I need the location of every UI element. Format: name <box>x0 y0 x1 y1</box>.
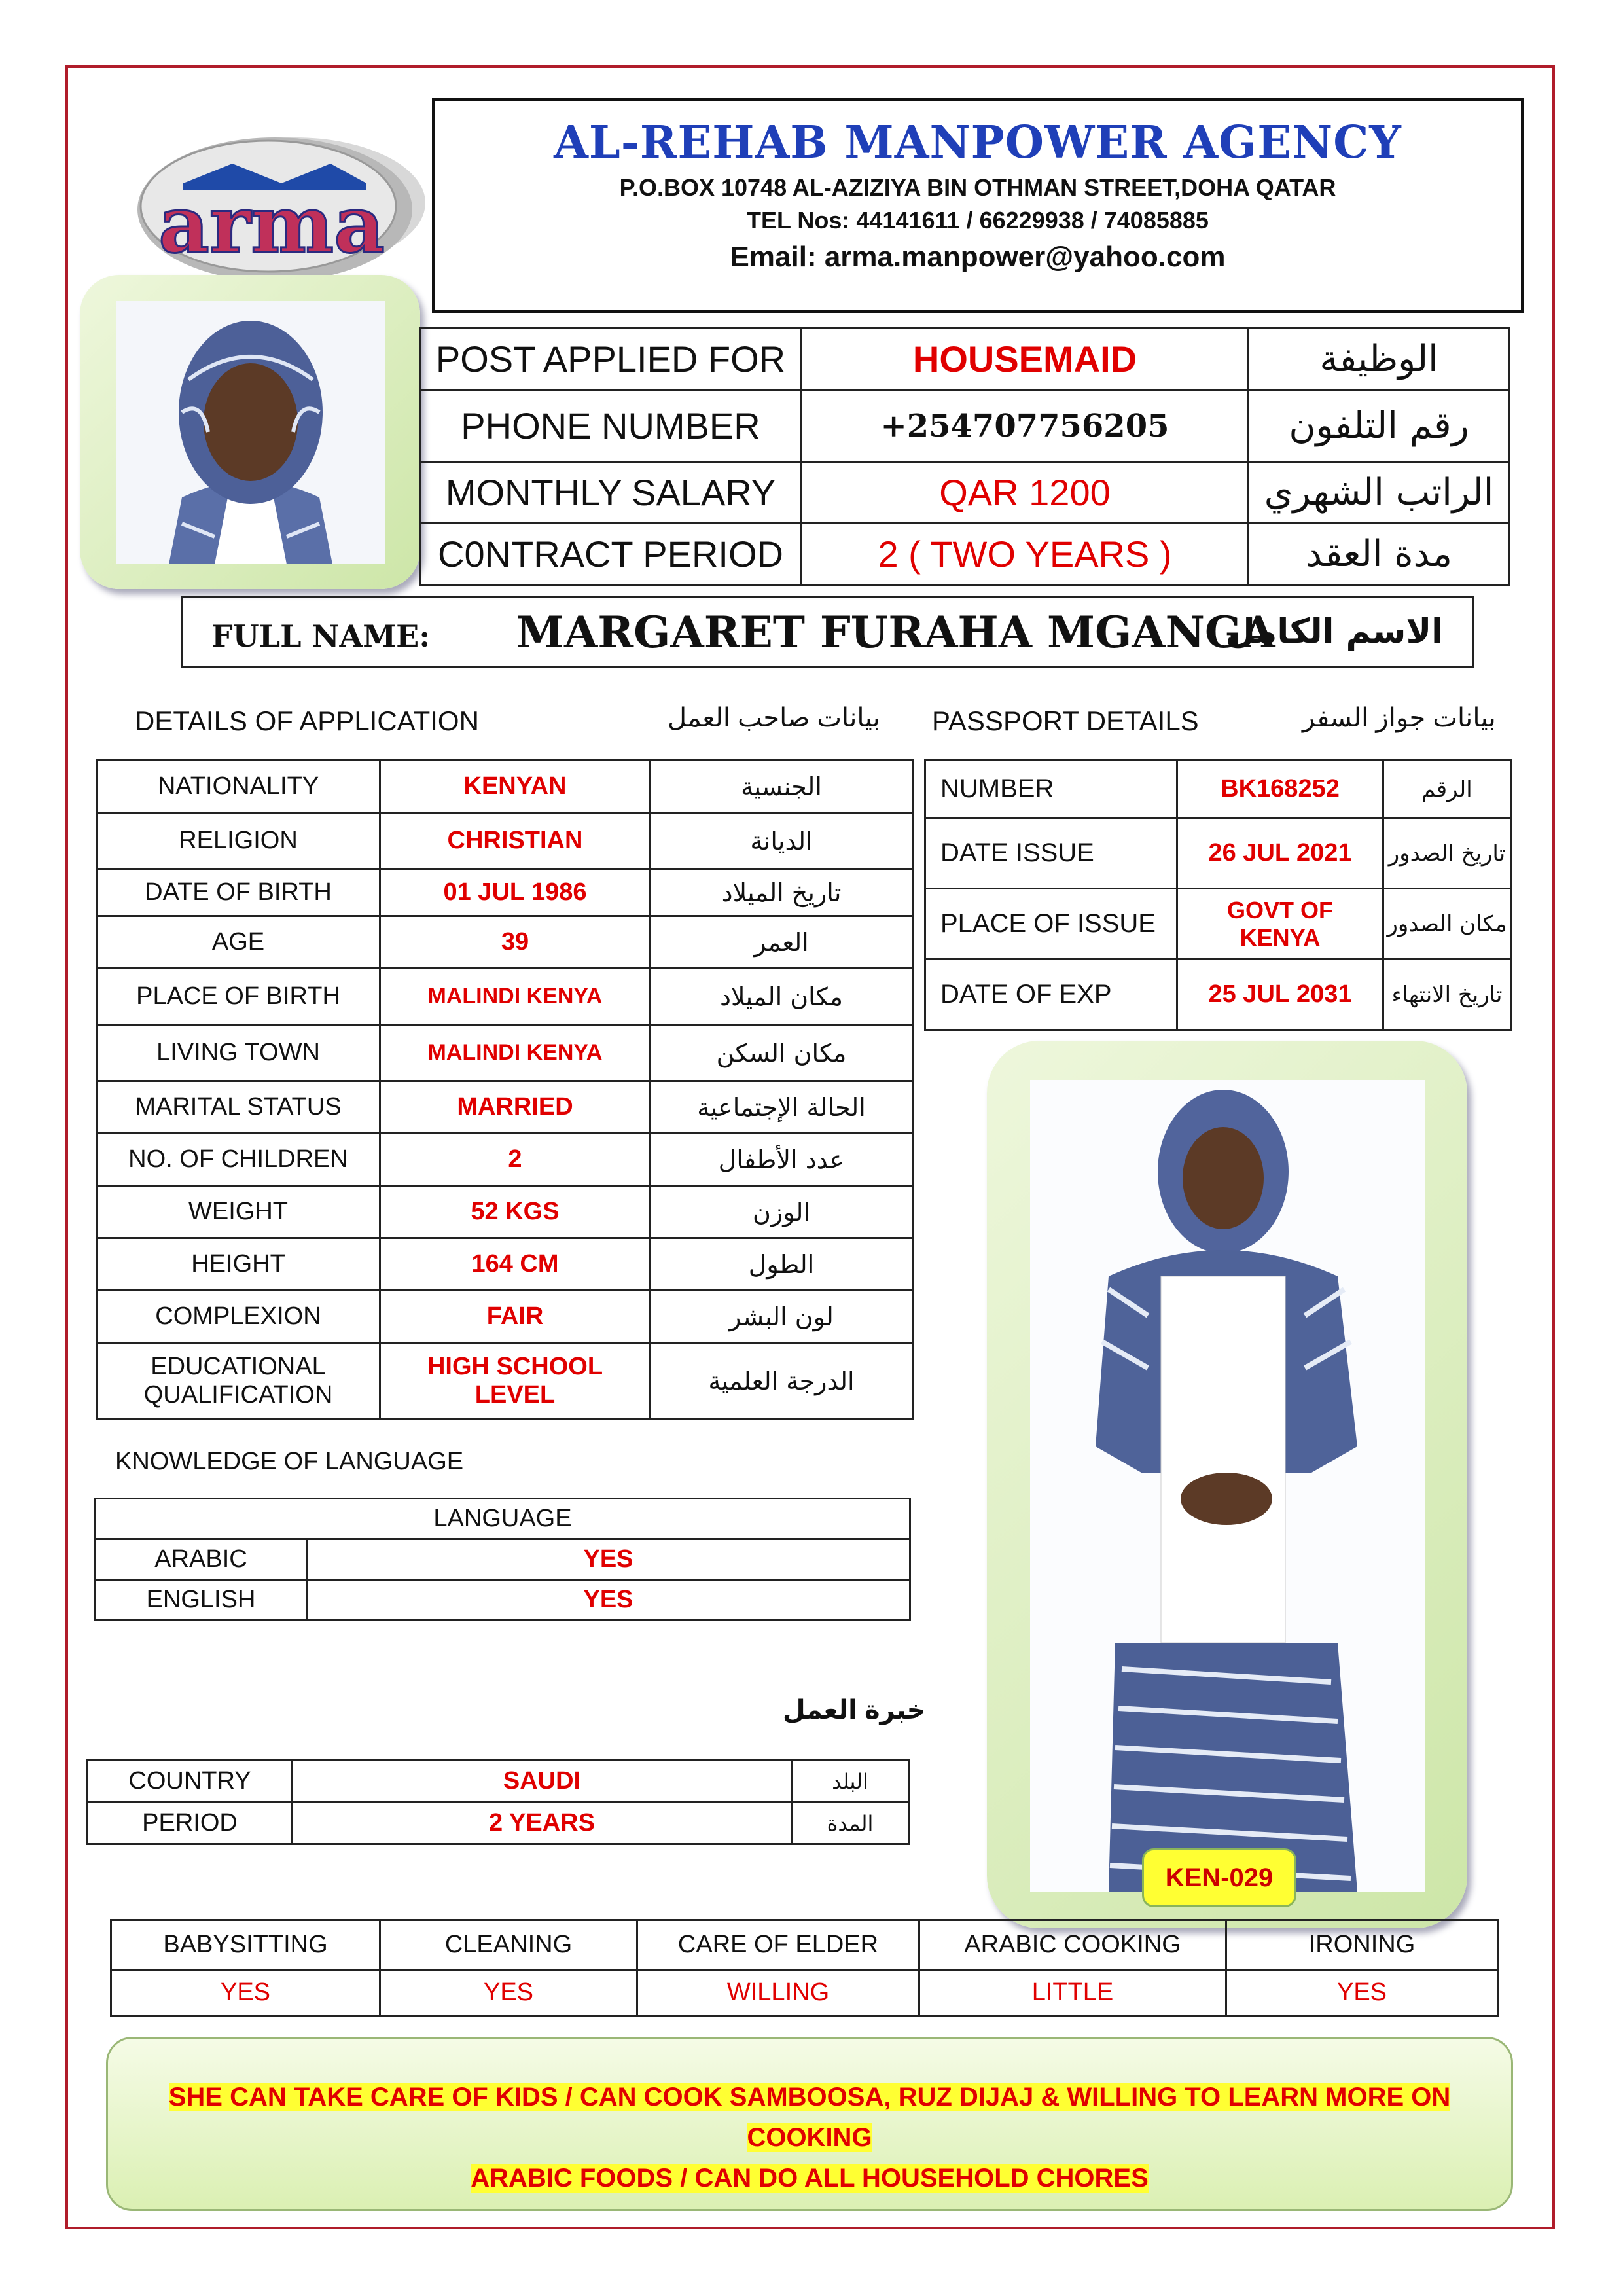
row-label: PERIOD <box>88 1803 293 1844</box>
passport-table <box>924 759 1512 1031</box>
skill-value: WILLING <box>637 1970 919 2016</box>
row-value: GOVT OF KENYA <box>1177 889 1383 960</box>
row-value: 39 <box>380 916 651 969</box>
fullbody-photo <box>1030 1080 1425 1892</box>
passport-row <box>925 761 1511 818</box>
passport-row <box>925 889 1511 960</box>
full-name-label: FULL NAME: <box>211 619 431 654</box>
job-label: C0NTRACT PERIOD <box>420 524 802 585</box>
row-label: COUNTRY <box>88 1761 293 1803</box>
row-value: KENYAN <box>380 761 651 813</box>
row-value: HIGH SCHOOL LEVEL <box>380 1343 651 1419</box>
row-value: MALINDI KENYA <box>380 1025 651 1081</box>
row-value: SAUDI <box>293 1761 792 1803</box>
skill-value: YES <box>1226 1970 1498 2016</box>
row-label-ar: الطول <box>651 1238 913 1291</box>
passport-row <box>925 960 1511 1030</box>
agency-logo <box>118 124 432 295</box>
job-row <box>420 524 1510 585</box>
row-label: NO. OF CHILDREN <box>97 1134 380 1186</box>
agency-tel: TEL Nos: 44141611 / 66229938 / 74085885 <box>747 207 1209 234</box>
row-label-ar: الجنسية <box>651 761 913 813</box>
skills-value-row <box>111 1970 1498 2016</box>
skill-value: YES <box>380 1970 637 2016</box>
job-label-ar: مدة العقد <box>1249 524 1510 585</box>
skill-header: CARE OF ELDER <box>637 1920 919 1970</box>
job-row <box>420 462 1510 524</box>
row-label-ar: البلد <box>792 1761 909 1803</box>
row-value: 2 YEARS <box>293 1803 792 1844</box>
agency-name: AL-REHAB MANPOWER AGENCY <box>554 117 1402 169</box>
experience-row <box>88 1803 909 1844</box>
skill-header: IRONING <box>1226 1920 1498 1970</box>
row-value: BK168252 <box>1177 761 1383 818</box>
row-label: MARITAL STATUS <box>97 1081 380 1134</box>
remarks-line-2: ARABIC FOODS / CAN DO ALL HOUSEHOLD CHORES <box>471 2164 1149 2193</box>
row-label: DATE OF EXP <box>925 960 1177 1030</box>
application-row <box>97 1291 913 1343</box>
logo-text: arma <box>158 179 385 271</box>
application-row <box>97 1238 913 1291</box>
row-value: 2 <box>380 1134 651 1186</box>
row-label-ar: المدة <box>792 1803 909 1844</box>
skill-value: LITTLE <box>919 1970 1226 2016</box>
language-header: LANGUAGE <box>96 1499 910 1539</box>
job-label: MONTHLY SALARY <box>420 462 802 524</box>
fullbody-frame <box>987 1041 1467 1928</box>
row-label: AGE <box>97 916 380 969</box>
reference-code: KEN-029 <box>1142 1848 1296 1907</box>
language-row <box>96 1580 910 1621</box>
full-name-box <box>181 596 1474 668</box>
row-label: ARABIC <box>96 1539 307 1580</box>
row-label-ar: تاريخ الميلاد <box>651 869 913 916</box>
row-value: 25 JUL 2031 <box>1177 960 1383 1030</box>
row-label-ar: لون البشر <box>651 1291 913 1343</box>
job-table <box>419 327 1510 586</box>
job-value: HOUSEMAID <box>802 329 1249 390</box>
row-value: CHRISTIAN <box>380 813 651 869</box>
row-label: DATE ISSUE <box>925 818 1177 889</box>
skill-header: CLEANING <box>380 1920 637 1970</box>
job-row <box>420 390 1510 462</box>
row-value: YES <box>307 1539 910 1580</box>
row-label-ar: تاريخ الانتهاء <box>1383 960 1511 1030</box>
skills-table <box>110 1919 1499 2017</box>
skill-value: YES <box>111 1970 380 2016</box>
experience-title-ar: خبرة العمل <box>783 1696 926 1725</box>
row-label-ar: تاريخ الصدور <box>1383 818 1511 889</box>
experience-table <box>86 1759 910 1845</box>
application-row <box>97 1134 913 1186</box>
remarks-line-1: SHE CAN TAKE CARE OF KIDS / CAN COOK SAMBOOSA, RUZ DIJAJ & WILLING TO LEARN MORE ON COOKING <box>168 2083 1451 2152</box>
application-row <box>97 916 913 969</box>
job-label: POST APPLIED FOR <box>420 329 802 390</box>
experience-row <box>88 1761 909 1803</box>
row-label: RELIGION <box>97 813 380 869</box>
application-table <box>96 759 914 1420</box>
job-row <box>420 329 1510 390</box>
job-label-ar: الراتب الشهري <box>1249 462 1510 524</box>
row-label: EDUCATIONAL QUALIFICATION <box>97 1343 380 1419</box>
row-label-ar: مكان الميلاد <box>651 969 913 1025</box>
job-label-ar: الوظيفة <box>1249 329 1510 390</box>
row-label-ar: الوزن <box>651 1186 913 1238</box>
row-label: PLACE OF BIRTH <box>97 969 380 1025</box>
application-title: DETAILS OF APPLICATION <box>135 706 479 736</box>
row-value: YES <box>307 1580 910 1621</box>
row-value: 01 JUL 1986 <box>380 869 651 916</box>
job-label-ar: رقم التلفون <box>1249 390 1510 462</box>
full-name-label-ar: الاسم الكامل <box>1225 612 1443 651</box>
row-value: 26 JUL 2021 <box>1177 818 1383 889</box>
row-label-ar: الحالة الإجتماعية <box>651 1081 913 1134</box>
headshot-photo <box>116 301 385 564</box>
application-row <box>97 1081 913 1134</box>
remarks-box <box>106 2037 1513 2211</box>
row-label: ENGLISH <box>96 1580 307 1621</box>
application-row <box>97 761 913 813</box>
application-title-ar: بيانات صاحب العمل <box>668 704 880 732</box>
row-label: PLACE OF ISSUE <box>925 889 1177 960</box>
language-table <box>94 1498 911 1621</box>
passport-title-ar: بيانات جواز السفر <box>1302 704 1496 732</box>
row-label-ar: مكان السكن <box>651 1025 913 1081</box>
row-value: 164 CM <box>380 1238 651 1291</box>
row-label-ar: الديانة <box>651 813 913 869</box>
row-value: MARRIED <box>380 1081 651 1134</box>
row-label: WEIGHT <box>97 1186 380 1238</box>
job-label: PHONE NUMBER <box>420 390 802 462</box>
application-row <box>97 813 913 869</box>
skill-header: BABYSITTING <box>111 1920 380 1970</box>
application-row <box>97 969 913 1025</box>
row-label: COMPLEXION <box>97 1291 380 1343</box>
application-row <box>97 1186 913 1238</box>
row-label-ar: الرقم <box>1383 761 1511 818</box>
headshot-frame <box>80 275 420 589</box>
full-name-value: MARGARET FURAHA MGANGA <box>516 607 1275 658</box>
row-value: FAIR <box>380 1291 651 1343</box>
language-title: KNOWLEDGE OF LANGUAGE <box>115 1448 464 1475</box>
row-label: LIVING TOWN <box>97 1025 380 1081</box>
passport-title: PASSPORT DETAILS <box>932 706 1199 736</box>
language-row <box>96 1539 910 1580</box>
row-value: 52 KGS <box>380 1186 651 1238</box>
application-row <box>97 869 913 916</box>
agency-email: Email: arma.manpower@yahoo.com <box>730 241 1226 273</box>
row-label: HEIGHT <box>97 1238 380 1291</box>
agency-header <box>432 98 1524 313</box>
row-label-ar: العمر <box>651 916 913 969</box>
passport-row <box>925 818 1511 889</box>
row-label: DATE OF BIRTH <box>97 869 380 916</box>
job-value: +254707756205 <box>802 390 1249 462</box>
application-row <box>97 1343 913 1419</box>
application-row <box>97 1025 913 1081</box>
job-value: QAR 1200 <box>802 462 1249 524</box>
skills-header-row <box>111 1920 1498 1970</box>
row-label: NUMBER <box>925 761 1177 818</box>
agency-address: P.O.BOX 10748 AL-AZIZIYA BIN OTHMAN STREET,DOHA QATAR <box>619 174 1336 201</box>
row-label: NATIONALITY <box>97 761 380 813</box>
row-value: MALINDI KENYA <box>380 969 651 1025</box>
skill-header: ARABIC COOKING <box>919 1920 1226 1970</box>
row-label-ar: الدرجة العلمية <box>651 1343 913 1419</box>
job-value: 2 ( TWO YEARS ) <box>802 524 1249 585</box>
row-label-ar: عدد الأطفال <box>651 1134 913 1186</box>
row-label-ar: مكان الصدور <box>1383 889 1511 960</box>
